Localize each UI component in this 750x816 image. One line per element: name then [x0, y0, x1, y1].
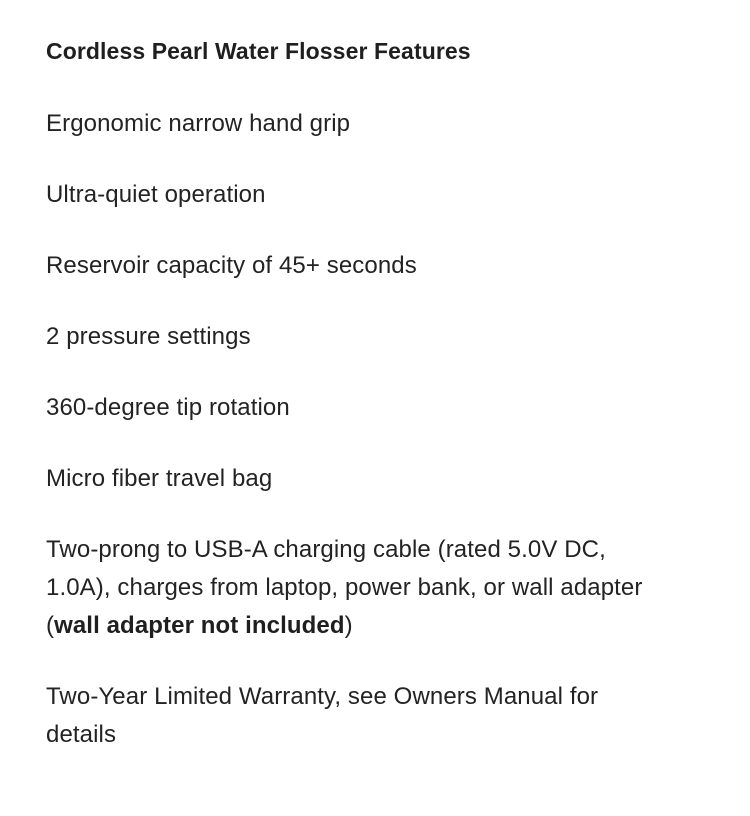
feature-item-warranty: Two-Year Limited Warranty, see Owners Manual for details	[46, 683, 599, 748]
feature-item-pressure: 2 pressure settings	[46, 323, 251, 350]
features-section	[46, 34, 646, 787]
charging-note-bold: wall adapter not included	[54, 612, 345, 639]
charging-text-end: )	[344, 612, 353, 639]
charging-text: Two-prong to USB-A charging cable (rated 5.0V DC, 1.0A), charges from laptop, power bank, or wall adapter (	[46, 536, 643, 639]
feature-item-travel-bag: Micro fiber travel bag	[46, 465, 273, 492]
feature-item-rotation: 360-degree tip rotation	[46, 394, 290, 421]
feature-item-grip: Ergonomic narrow hand grip	[46, 110, 351, 137]
feature-item-quiet: Ultra-quiet operation	[46, 181, 266, 208]
feature-item-reservoir: Reservoir capacity of 45+ seconds	[46, 252, 417, 279]
section-title: Cordless Pearl Water Flosser Features	[46, 38, 471, 64]
feature-item-charging	[46, 531, 646, 645]
feature-list	[46, 105, 646, 754]
